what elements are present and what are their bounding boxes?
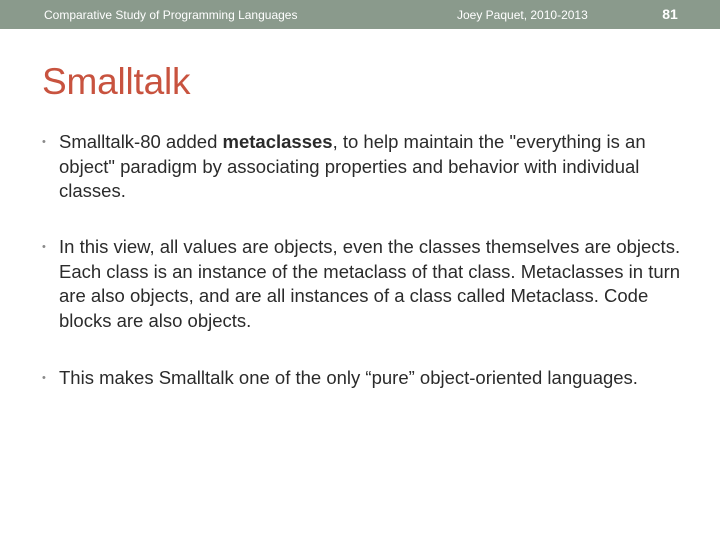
bullet-dot-icon: • bbox=[42, 372, 46, 384]
bullet-text-suffix: , to help maintain the "everything is an object" paradigm by associating properties and behavior with individual classes. bbox=[59, 131, 646, 201]
bullet-text: In this view, all values are objects, even the classes themselves are objects. Each class is an instance of the metaclass of that class. Metaclasses in turn are also objects, and are all instances of a class called Metaclass. Code blocks are also objects. bbox=[59, 236, 681, 331]
bullet-item bbox=[42, 366, 692, 391]
bullet-emphasis: metaclasses bbox=[222, 131, 333, 152]
bullet-item bbox=[42, 235, 692, 333]
course-title: Comparative Study of Programming Languages bbox=[44, 8, 298, 22]
bullet-item bbox=[42, 130, 692, 204]
bullet-text-prefix: Smalltalk-80 added bbox=[59, 131, 223, 152]
bullet-dot-icon: • bbox=[42, 241, 46, 253]
bullet-text: This makes Smalltalk one of the only “pure” object-oriented languages. bbox=[59, 367, 638, 388]
header-bar bbox=[0, 0, 720, 29]
bullet-text bbox=[59, 130, 692, 204]
slide-title: Smalltalk bbox=[42, 61, 191, 102]
bullet-dot-icon: • bbox=[42, 136, 46, 148]
author-line: Joey Paquet, 2010-2013 bbox=[457, 8, 588, 22]
slide-number: 81 bbox=[662, 6, 678, 22]
